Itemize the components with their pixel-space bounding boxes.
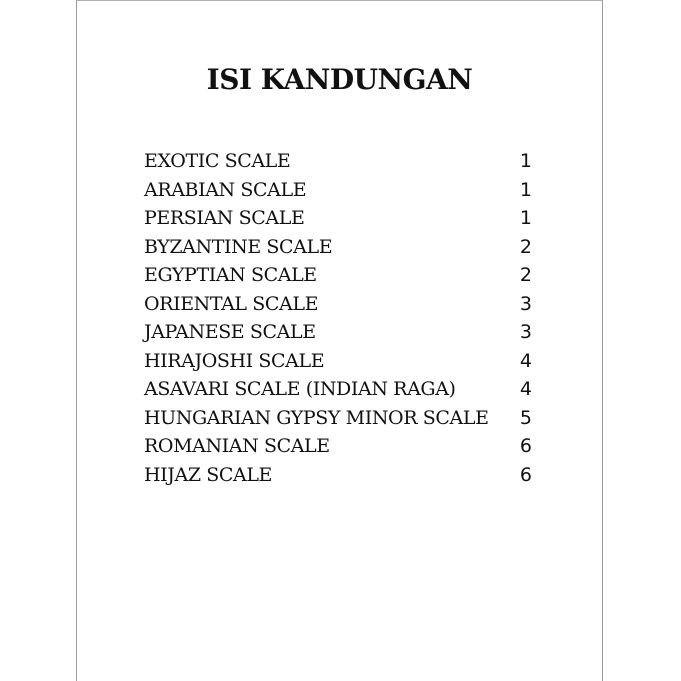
toc-entry-page: 6 bbox=[519, 463, 532, 486]
toc-entry-page: 1 bbox=[519, 207, 532, 229]
toc-entry-page: 1 bbox=[519, 150, 532, 172]
toc-entry-page: 1 bbox=[519, 178, 532, 201]
toc-entry bbox=[144, 236, 532, 265]
toc-entry bbox=[144, 264, 532, 293]
toc-entry-page: 2 bbox=[519, 264, 532, 286]
toc-entry bbox=[144, 464, 532, 493]
toc-entry-label: ORIENTAL SCALE bbox=[144, 292, 319, 315]
toc-entry-label: PERSIAN SCALE bbox=[144, 207, 305, 229]
toc-entry-label: EGYPTIAN SCALE bbox=[144, 264, 317, 286]
page-title: ISI KANDUNGAN bbox=[206, 63, 473, 96]
table-of-contents bbox=[144, 150, 532, 492]
toc-entry bbox=[144, 179, 532, 208]
toc-entry-label: ARABIAN SCALE bbox=[144, 178, 307, 201]
toc-entry-page: 3 bbox=[519, 321, 532, 343]
toc-entry bbox=[144, 207, 532, 236]
toc-entry bbox=[144, 293, 532, 322]
toc-entry-label: BYZANTINE SCALE bbox=[144, 235, 333, 258]
toc-entry-page: 4 bbox=[519, 349, 532, 372]
toc-entry-label: HIJAZ SCALE bbox=[144, 463, 273, 486]
toc-entry bbox=[144, 378, 532, 407]
toc-entry bbox=[144, 350, 532, 379]
toc-entry-page: 6 bbox=[519, 435, 532, 457]
toc-entry-label: ASAVARI SCALE (INDIAN RAGA) bbox=[144, 378, 456, 400]
toc-entry-label: JAPANESE SCALE bbox=[144, 321, 316, 343]
toc-entry-page: 2 bbox=[519, 235, 532, 258]
toc-entry bbox=[144, 407, 532, 436]
document-page bbox=[76, 0, 603, 681]
toc-entry-label: ROMANIAN SCALE bbox=[144, 435, 330, 457]
toc-entry-label: HUNGARIAN GYPSY MINOR SCALE bbox=[144, 406, 489, 429]
toc-entry-page: 5 bbox=[519, 406, 532, 429]
toc-entry bbox=[144, 321, 532, 350]
toc-entry bbox=[144, 435, 532, 464]
toc-entry-page: 3 bbox=[519, 292, 532, 315]
toc-entry bbox=[144, 150, 532, 179]
toc-entry-page: 4 bbox=[519, 378, 532, 400]
toc-entry-label: EXOTIC SCALE bbox=[144, 150, 291, 172]
toc-entry-label: HIRAJOSHI SCALE bbox=[144, 349, 325, 372]
